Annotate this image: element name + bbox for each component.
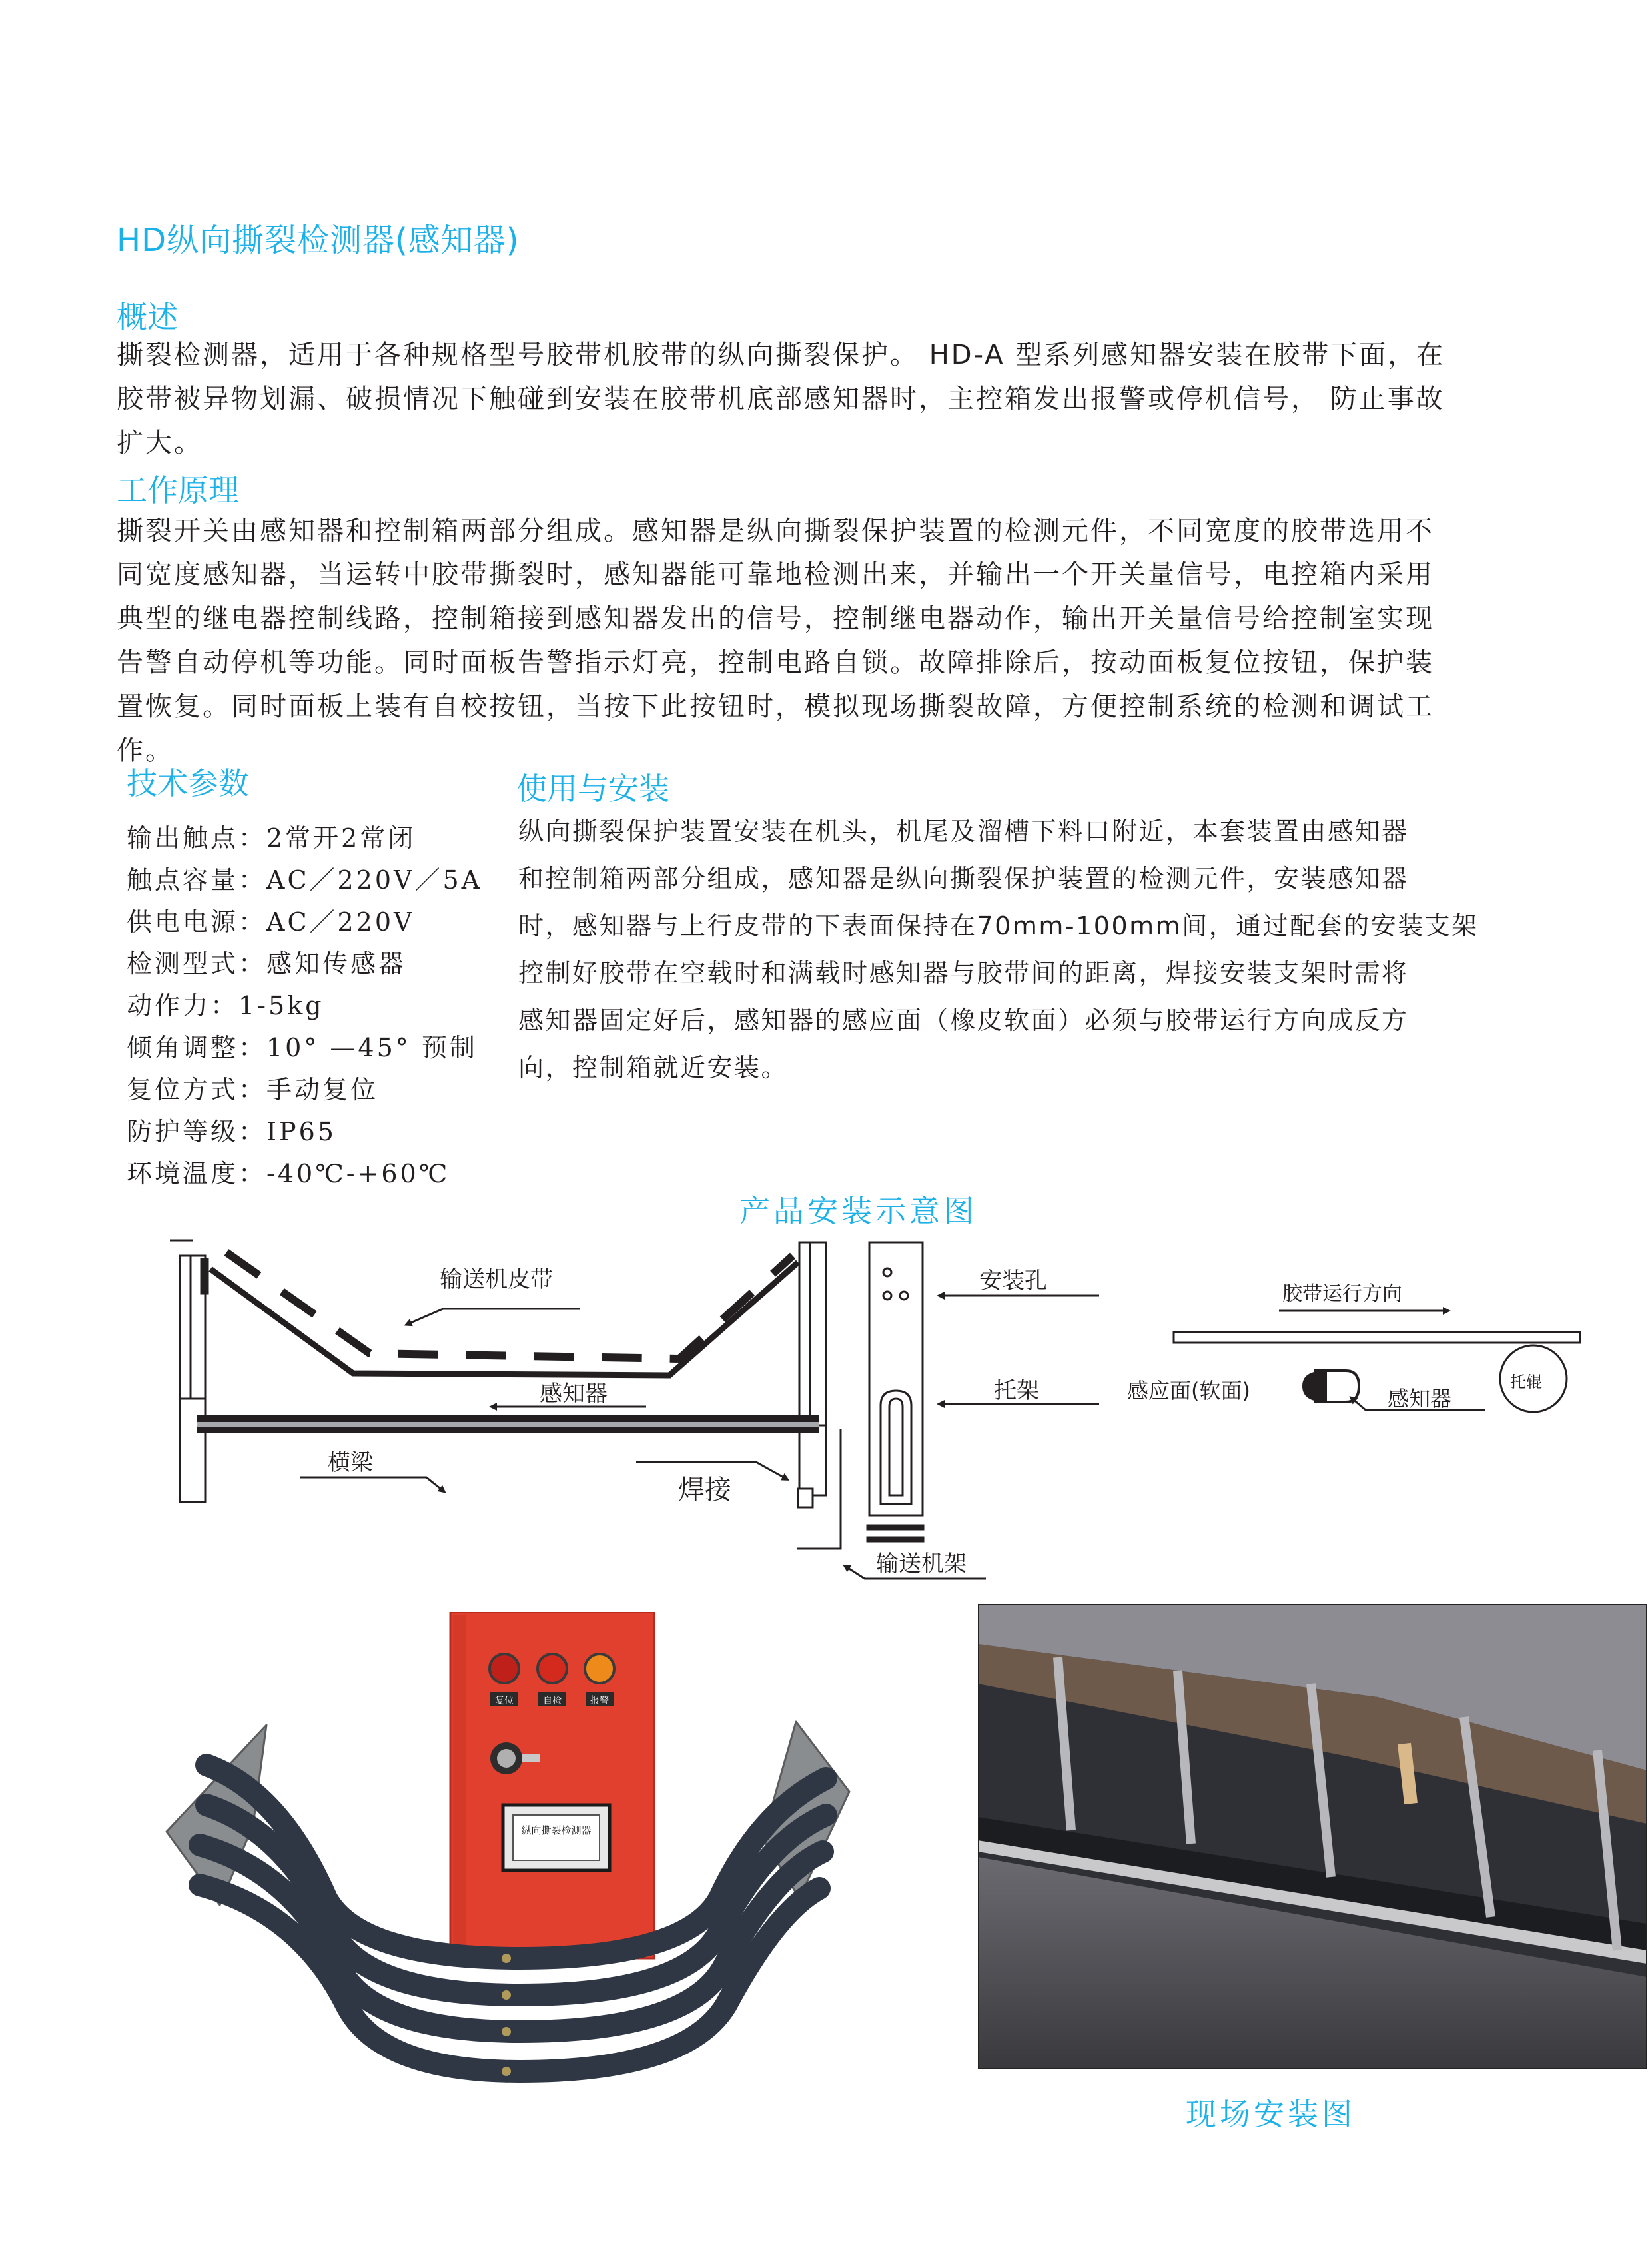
usage-line: 和控制箱两部分组成，感知器是纵向撕裂保护装置的检测元件，安装感知器 <box>518 864 1409 893</box>
site-photo <box>978 1604 1647 2069</box>
reset-lamp-label: 复位 <box>495 1696 514 1706</box>
label-bracket: 托架 <box>994 1377 1039 1404</box>
alarm-lamp-label: 报警 <box>590 1696 609 1706</box>
beam-arrow <box>300 1477 443 1491</box>
belt-arrow <box>408 1309 580 1324</box>
tech-param-item: 环境温度：-40℃-+60℃ <box>127 1159 450 1188</box>
usage-line: 感知器固定好后，感知器的感应面（橡皮软面）必须与胶带运行方向成反方 <box>518 1006 1409 1035</box>
principle-line: 告警自动停机等功能。同时面板告警指示灯亮，控制电路自锁。故障排除后，按动面板复位按钮，保护装 <box>117 647 1434 678</box>
label-belt: 输送机皮带 <box>440 1266 553 1293</box>
bracket-side-view <box>867 1242 923 1541</box>
principle-line: 撕裂开关由感知器和控制箱两部分组成。感知器是纵向撕裂保护装置的检测元件，不同宽度的胶带选用不 <box>117 516 1434 546</box>
principle-line: 同宽度感知器，当运转中胶带撕裂时，感知器能可靠地检测出来，并输出一个开关量信号，电控箱内采用 <box>117 560 1434 590</box>
label-direction: 胶带运行方向 <box>1282 1282 1402 1306</box>
usage-line: 时，感知器与上行皮带的下表面保持在70mm-100mm间，通过配套的安装支架 <box>518 911 1479 940</box>
sensor-symbol <box>1302 1371 1359 1402</box>
overview-heading: 概述 <box>117 299 178 335</box>
tech-param-item: 倾角调整：10° —45° 预制 <box>127 1033 478 1062</box>
tech-param-item: 检测型式：感知传感器 <box>127 949 407 978</box>
usage-line: 控制好胶带在空载时和满载时感知器与胶带间的距离，焊接安装支架时需将 <box>518 958 1409 988</box>
tech-params-heading: 技术参数 <box>127 765 249 801</box>
label-hole: 安装孔 <box>979 1268 1047 1294</box>
product-photo <box>160 1612 959 2145</box>
control-box <box>450 1612 654 1958</box>
label-frame: 输送机架 <box>876 1551 967 1577</box>
tech-param-item: 防护等级：IP65 <box>127 1117 336 1146</box>
usage-heading: 使用与安装 <box>516 771 669 807</box>
label-weld: 焊接 <box>678 1475 731 1505</box>
left-post <box>170 1240 208 1502</box>
usage-line: 纵向撕裂保护装置安装在机头，机尾及溜槽下料口附近，本套装置由感知器 <box>518 817 1409 846</box>
overview-line: 撕裂检测器，适用于各种规格型号胶带机胶带的纵向撕裂保护。 HD-A 型系列感知器安装在胶带下面，在 <box>117 340 1446 370</box>
tech-param-item: 复位方式：手动复位 <box>127 1075 379 1104</box>
belt-line <box>1174 1332 1580 1343</box>
right-post <box>797 1242 841 1549</box>
tech-param-item: 输出触点：2常开2常闭 <box>127 823 416 853</box>
cross-beam <box>197 1415 819 1433</box>
panel-label: 纵向撕裂检测器 <box>521 1824 592 1836</box>
label-sensor2: 感知器 <box>1388 1386 1452 1411</box>
tech-param-item: 动作力：1-5kg <box>127 991 324 1020</box>
diagram-heading: 产品安装示意图 <box>739 1193 977 1229</box>
principle-line: 典型的继电器控制线路，控制箱接到感知器发出的信号，控制继电器动作，输出开关量信号给控制室实现 <box>117 603 1434 634</box>
label-sensor: 感知器 <box>540 1381 608 1407</box>
usage-line: 向，控制箱就近安装。 <box>518 1053 789 1082</box>
label-idler: 托辊 <box>1510 1373 1542 1391</box>
overview-line: 扩大。 <box>117 428 203 458</box>
label-sensing-face: 感应面(软面) <box>1127 1378 1250 1403</box>
label-beam: 横梁 <box>328 1449 373 1476</box>
tech-param-item: 供电电源：AC／220V <box>127 907 415 936</box>
principle-line: 置恢复。同时面板上装有自校按钮，当按下此按钮时，模拟现场撕裂故障，方便控制系统的检测和调试工 <box>117 691 1434 722</box>
site-caption: 现场安装图 <box>1186 2096 1356 2132</box>
principle-line: 作。 <box>117 735 174 766</box>
page-title: HD纵向撕裂检测器(感知器) <box>117 222 520 259</box>
overview-line: 胶带被异物划漏、破损情况下触碰到安装在胶带机底部感知器时，主控箱发出报警或停机信号， 防止事故 <box>117 384 1445 414</box>
tech-param-item: 触点容量：AC／220V／5A <box>127 865 483 895</box>
self-test-lamp-label: 自检 <box>543 1696 562 1706</box>
principle-heading: 工作原理 <box>117 472 239 508</box>
